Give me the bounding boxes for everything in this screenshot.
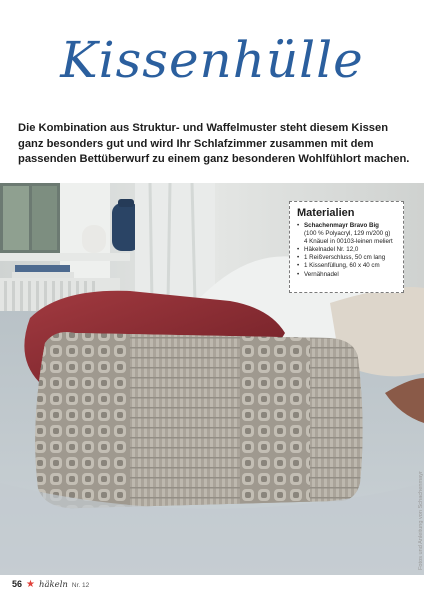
list-item: • 1 Reißverschluss, 50 cm lang: [297, 254, 396, 262]
list-item: • 1 Kissenfüllung, 60 x 40 cm: [297, 262, 396, 270]
intro-text: Die Kombination aus Struktur- und Waffelmuster steht diesem Kissen ganz besonders gut und wird Ihr Schlafzimmer zusammen mit dem passenden Bettüberwurf zu einem ganz besonderen Wohlfühlort machen.: [18, 122, 410, 165]
materials-list: [297, 222, 396, 279]
magazine-name: häkeln: [38, 580, 68, 590]
page-footer: [12, 579, 89, 593]
list-item: [297, 222, 396, 246]
page-title: Kissenhülle: [60, 31, 364, 89]
star-icon: ★: [26, 579, 35, 590]
photo-credit: Fotos und Anleitung von Schachenmayr: [418, 471, 424, 570]
issue-number: Nr. 12: [71, 582, 90, 589]
materials-heading: Materialien: [297, 207, 355, 219]
yarn-name: Schachenmayr Bravo Big: [304, 222, 379, 229]
list-item: • Vernähnadel: [297, 271, 396, 279]
list-item: • Häkelnadel Nr. 12,0: [297, 246, 396, 254]
yarn-amount: 4 Knäuel in 00103-leinen meliert: [304, 238, 393, 246]
materials-box: [289, 201, 404, 293]
page-number: 56: [12, 579, 23, 589]
yarn-detail: (100 % Polyacryl, 129 m/200 g): [304, 230, 391, 238]
